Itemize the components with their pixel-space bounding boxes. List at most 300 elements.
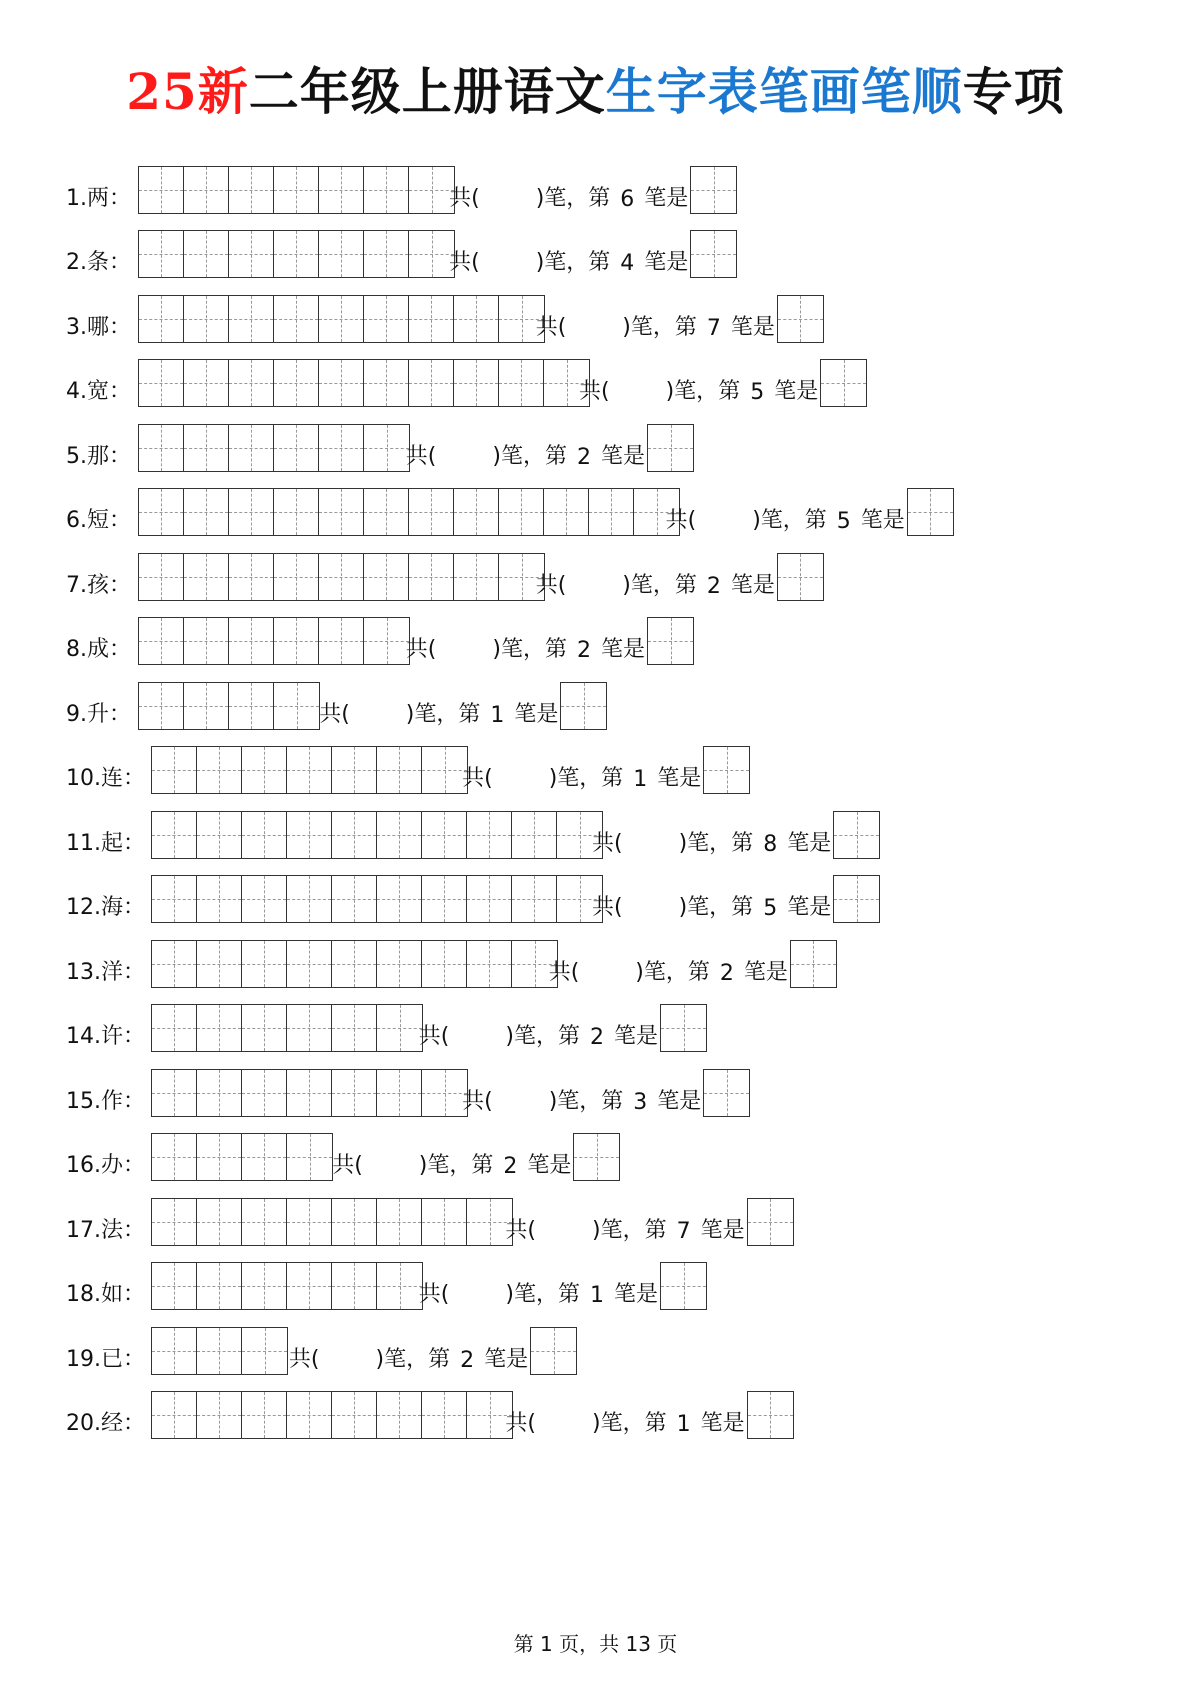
tianzige-cell[interactable] — [454, 554, 499, 600]
tianzige-cell[interactable] — [319, 425, 364, 471]
stroke-writing-grid[interactable] — [151, 1133, 333, 1181]
stroke-question — [419, 1262, 707, 1308]
tianzige-cell[interactable] — [332, 1392, 377, 1438]
answer-stroke-box[interactable] — [820, 359, 867, 407]
tianzige-cell[interactable] — [242, 1328, 287, 1374]
tianzige-cell[interactable] — [319, 231, 364, 277]
tianzige-cell[interactable] — [377, 1263, 422, 1309]
nth-prefix: 第 — [588, 186, 611, 211]
total-prefix: 共( — [535, 315, 567, 340]
stroke-writing-grid[interactable] — [138, 295, 545, 343]
tianzige-cell[interactable] — [197, 1199, 242, 1245]
nth-prefix: 第 — [731, 895, 754, 920]
nth-number: 2 — [460, 1348, 475, 1373]
total-prefix: 共( — [449, 250, 480, 275]
row-number: 12. — [66, 895, 101, 920]
tianzige-cell[interactable] — [242, 1005, 287, 1051]
row-label — [66, 890, 145, 921]
nth-suffix: 笔是 — [657, 766, 702, 791]
nth-suffix: 笔是 — [743, 960, 788, 985]
colon: ： — [109, 186, 132, 211]
tianzige-cell[interactable] — [364, 296, 409, 342]
nth-number: 4 — [620, 251, 635, 276]
stroke-writing-grid[interactable] — [138, 682, 320, 730]
tianzige-cell[interactable] — [332, 812, 377, 858]
tianzige-cell[interactable] — [287, 1199, 332, 1245]
tianzige-cell[interactable] — [152, 747, 197, 793]
tianzige-cell[interactable] — [184, 489, 229, 535]
nth-number: 1 — [676, 1412, 691, 1437]
row-label — [66, 632, 131, 663]
tianzige-cell[interactable] — [229, 554, 274, 600]
stroke-writing-grid[interactable] — [138, 488, 680, 536]
tianzige-cell[interactable] — [274, 167, 319, 213]
tianzige-cell[interactable] — [454, 360, 499, 406]
tianzige-cell[interactable] — [409, 296, 454, 342]
tianzige-cell[interactable] — [332, 1263, 377, 1309]
total-suffix: )笔， — [548, 766, 602, 791]
row-label — [66, 955, 145, 986]
tianzige-cell[interactable] — [139, 296, 184, 342]
tianzige-cell[interactable] — [274, 425, 319, 471]
tianzige-cell[interactable] — [332, 941, 377, 987]
tianzige-cell[interactable] — [184, 425, 229, 471]
nth-suffix: 笔是 — [860, 508, 905, 533]
tianzige-cell[interactable] — [364, 554, 409, 600]
stroke-writing-grid[interactable] — [138, 166, 455, 214]
tianzige-cell[interactable] — [589, 489, 634, 535]
nth-prefix: 第 — [588, 250, 611, 275]
nth-suffix: 笔是 — [774, 379, 819, 404]
tianzige-cell[interactable] — [274, 618, 319, 664]
page-title — [0, 52, 1191, 132]
row-label — [66, 1084, 145, 1115]
total-suffix: )笔， — [548, 1089, 602, 1114]
stroke-writing-grid[interactable] — [151, 875, 603, 923]
tianzige-cell[interactable] — [287, 812, 332, 858]
tianzige-cell[interactable] — [377, 1199, 422, 1245]
nth-prefix: 第 — [644, 1411, 667, 1436]
tianzige-cell[interactable] — [319, 618, 364, 664]
tianzige-cell[interactable] — [197, 1263, 242, 1309]
tianzige-cell[interactable] — [422, 876, 467, 922]
tianzige-cell[interactable] — [152, 876, 197, 922]
colon: ： — [123, 1153, 146, 1178]
tianzige-cell[interactable] — [139, 489, 184, 535]
row-character: 哪 — [87, 315, 110, 340]
tianzige-cell[interactable] — [152, 1134, 197, 1180]
tianzige-cell[interactable] — [544, 489, 589, 535]
total-suffix: )笔， — [678, 895, 732, 920]
tianzige-cell[interactable] — [409, 489, 454, 535]
tianzige-cell[interactable] — [274, 231, 319, 277]
tianzige-cell[interactable] — [152, 1070, 197, 1116]
answer-stroke-box[interactable] — [647, 617, 694, 665]
total-suffix: )笔， — [535, 250, 589, 275]
tianzige-cell[interactable] — [332, 747, 377, 793]
colon: ： — [109, 508, 132, 533]
tianzige-cell[interactable] — [409, 554, 454, 600]
row-number: 5. — [66, 444, 87, 469]
stroke-question — [462, 746, 750, 792]
stroke-question — [289, 1327, 577, 1373]
nth-prefix: 第 — [458, 702, 481, 727]
colon: ： — [109, 444, 132, 469]
tianzige-cell[interactable] — [184, 554, 229, 600]
total-suffix: )笔， — [622, 315, 675, 340]
stroke-question — [449, 230, 737, 276]
tianzige-cell[interactable] — [422, 1199, 467, 1245]
nth-number: 7 — [706, 316, 721, 341]
answer-stroke-box[interactable] — [790, 940, 837, 988]
colon: ： — [123, 1218, 146, 1243]
total-prefix: 共( — [592, 895, 623, 920]
answer-stroke-box[interactable] — [703, 746, 750, 794]
tianzige-cell[interactable] — [422, 1070, 467, 1116]
tianzige-cell[interactable] — [332, 1199, 377, 1245]
title-grade: 二年级上册语文 — [248, 62, 606, 121]
row-label — [66, 1277, 145, 1308]
tianzige-cell[interactable] — [242, 747, 287, 793]
nth-number: 2 — [706, 574, 721, 599]
stroke-writing-grid[interactable] — [138, 617, 410, 665]
tianzige-cell[interactable] — [229, 618, 274, 664]
total-suffix: )笔， — [418, 1153, 472, 1178]
colon: ： — [123, 1089, 146, 1114]
answer-stroke-box[interactable] — [777, 553, 824, 601]
total-prefix: 共( — [405, 444, 437, 469]
total-suffix: )笔， — [678, 831, 732, 856]
tianzige-cell[interactable] — [197, 1005, 242, 1051]
tianzige-cell[interactable] — [287, 1005, 332, 1051]
stroke-writing-grid[interactable] — [151, 1198, 513, 1246]
tianzige-cell[interactable] — [184, 296, 229, 342]
tianzige-cell[interactable] — [229, 683, 274, 729]
stroke-writing-grid[interactable] — [151, 811, 603, 859]
stroke-writing-grid[interactable] — [138, 424, 410, 472]
nth-suffix: 笔是 — [787, 831, 832, 856]
row-number: 13. — [66, 960, 101, 985]
tianzige-cell[interactable] — [287, 747, 332, 793]
total-suffix: )笔， — [535, 186, 589, 211]
nth-number: 2 — [577, 445, 591, 470]
tianzige-cell[interactable] — [197, 747, 242, 793]
total-suffix: )笔， — [492, 637, 545, 662]
stroke-writing-grid[interactable] — [151, 1069, 468, 1117]
total-suffix: )笔， — [591, 1218, 645, 1243]
tianzige-cell[interactable] — [467, 876, 512, 922]
tianzige-cell[interactable] — [377, 812, 422, 858]
tianzige-cell[interactable] — [229, 296, 274, 342]
tianzige-cell[interactable] — [184, 683, 229, 729]
tianzige-cell[interactable] — [499, 489, 544, 535]
tianzige-cell[interactable] — [364, 167, 409, 213]
row-label — [66, 761, 145, 792]
tianzige-cell[interactable] — [242, 941, 287, 987]
stroke-writing-grid[interactable] — [138, 359, 590, 407]
tianzige-cell[interactable] — [184, 231, 229, 277]
stroke-question — [406, 617, 694, 663]
nth-prefix: 第 — [428, 1347, 451, 1372]
total-suffix: )笔， — [591, 1411, 645, 1436]
tianzige-cell[interactable] — [287, 1263, 332, 1309]
tianzige-cell[interactable] — [364, 360, 409, 406]
answer-stroke-box[interactable] — [833, 811, 880, 859]
tianzige-cell[interactable] — [332, 1005, 377, 1051]
row-character: 如 — [101, 1282, 124, 1307]
tianzige-cell[interactable] — [152, 812, 197, 858]
stroke-question — [536, 553, 824, 599]
answer-stroke-box[interactable] — [573, 1133, 620, 1181]
tianzige-cell[interactable] — [242, 876, 287, 922]
tianzige-cell[interactable] — [364, 231, 409, 277]
nth-prefix: 第 — [557, 1024, 580, 1049]
answer-stroke-box[interactable] — [747, 1391, 794, 1439]
tianzige-cell[interactable] — [197, 941, 242, 987]
row-number: 10. — [66, 766, 101, 791]
row-character: 孩 — [87, 573, 110, 598]
nth-prefix: 第 — [601, 1089, 624, 1114]
tianzige-cell[interactable] — [242, 1199, 287, 1245]
colon: ： — [123, 1411, 146, 1436]
tianzige-cell[interactable] — [364, 425, 409, 471]
tianzige-cell[interactable] — [332, 876, 377, 922]
colon: ： — [123, 1347, 146, 1372]
nth-prefix: 第 — [557, 1282, 580, 1307]
tianzige-cell[interactable] — [139, 618, 184, 664]
tianzige-cell[interactable] — [454, 489, 499, 535]
row-label — [66, 1148, 145, 1179]
stroke-question — [579, 359, 867, 405]
tianzige-cell[interactable] — [422, 941, 467, 987]
stroke-writing-grid[interactable] — [138, 553, 545, 601]
nth-number: 5 — [750, 380, 765, 405]
stroke-question — [592, 875, 880, 921]
tianzige-cell[interactable] — [512, 812, 557, 858]
tianzige-cell[interactable] — [274, 554, 319, 600]
tianzige-cell[interactable] — [377, 1392, 422, 1438]
tianzige-cell[interactable] — [229, 425, 274, 471]
answer-stroke-box[interactable] — [690, 230, 737, 278]
stroke-question — [549, 940, 837, 986]
tianzige-cell[interactable] — [377, 747, 422, 793]
total-prefix: 共( — [505, 1218, 536, 1243]
tianzige-cell[interactable] — [197, 1134, 242, 1180]
row-character: 那 — [87, 444, 110, 469]
stroke-writing-grid[interactable] — [151, 940, 558, 988]
nth-prefix: 第 — [687, 960, 710, 985]
row-number: 2. — [66, 250, 87, 275]
tianzige-cell[interactable] — [242, 1263, 287, 1309]
tianzige-cell[interactable] — [197, 876, 242, 922]
tianzige-cell[interactable] — [274, 683, 319, 729]
tianzige-cell[interactable] — [139, 231, 184, 277]
row-label — [66, 1406, 145, 1437]
answer-stroke-box[interactable] — [660, 1262, 707, 1310]
tianzige-cell[interactable] — [139, 425, 184, 471]
answer-stroke-box[interactable] — [560, 682, 607, 730]
row-character: 法 — [101, 1218, 124, 1243]
tianzige-cell[interactable] — [319, 360, 364, 406]
tianzige-cell[interactable] — [499, 360, 544, 406]
nth-suffix: 笔是 — [730, 573, 775, 598]
answer-stroke-box[interactable] — [647, 424, 694, 472]
tianzige-cell[interactable] — [319, 167, 364, 213]
tianzige-cell[interactable] — [332, 1070, 377, 1116]
tianzige-cell[interactable] — [152, 1199, 197, 1245]
row-number: 18. — [66, 1282, 101, 1307]
nth-suffix: 笔是 — [614, 1282, 659, 1307]
answer-stroke-box[interactable] — [660, 1004, 707, 1052]
tianzige-cell[interactable] — [287, 1392, 332, 1438]
row-label — [66, 245, 131, 276]
tianzige-cell[interactable] — [319, 489, 364, 535]
stroke-question — [419, 1004, 707, 1050]
row-character: 短 — [87, 508, 110, 533]
stroke-question — [319, 682, 607, 728]
stroke-question — [332, 1133, 620, 1179]
tianzige-cell[interactable] — [139, 554, 184, 600]
tianzige-cell[interactable] — [184, 167, 229, 213]
tianzige-cell[interactable] — [242, 1070, 287, 1116]
row-character: 宽 — [87, 379, 110, 404]
answer-stroke-box[interactable] — [530, 1327, 577, 1375]
colon: ： — [109, 315, 132, 340]
stroke-writing-grid[interactable] — [151, 1004, 423, 1052]
stroke-question — [666, 488, 954, 534]
tianzige-cell[interactable] — [409, 360, 454, 406]
colon: ： — [123, 1024, 146, 1049]
tianzige-cell[interactable] — [377, 1070, 422, 1116]
colon: ： — [123, 960, 146, 985]
stroke-writing-grid[interactable] — [151, 1327, 288, 1375]
tianzige-cell[interactable] — [229, 489, 274, 535]
tianzige-cell[interactable] — [409, 167, 454, 213]
tianzige-cell[interactable] — [287, 876, 332, 922]
tianzige-cell[interactable] — [184, 618, 229, 664]
tianzige-cell[interactable] — [139, 683, 184, 729]
tianzige-cell[interactable] — [512, 876, 557, 922]
total-prefix: 共( — [548, 960, 580, 985]
stroke-writing-grid[interactable] — [138, 230, 455, 278]
answer-stroke-box[interactable] — [907, 488, 954, 536]
nth-number: 8 — [763, 832, 778, 857]
nth-prefix: 第 — [804, 508, 827, 533]
tianzige-cell[interactable] — [467, 812, 512, 858]
tianzige-cell[interactable] — [152, 1263, 197, 1309]
nth-number: 7 — [676, 1219, 691, 1244]
tianzige-cell[interactable] — [274, 296, 319, 342]
total-prefix: 共( — [418, 1024, 450, 1049]
tianzige-cell[interactable] — [197, 1328, 242, 1374]
colon: ： — [123, 895, 146, 920]
tianzige-cell[interactable] — [377, 876, 422, 922]
row-label — [66, 1019, 145, 1050]
tianzige-cell[interactable] — [152, 1392, 197, 1438]
stroke-question — [505, 1198, 793, 1244]
total-prefix: 共( — [579, 379, 610, 404]
tianzige-cell[interactable] — [152, 941, 197, 987]
tianzige-cell[interactable] — [364, 618, 409, 664]
stroke-writing-grid[interactable] — [151, 1391, 513, 1439]
stroke-question — [449, 166, 737, 212]
tianzige-cell[interactable] — [422, 1392, 467, 1438]
nth-number: 1 — [490, 703, 505, 728]
tianzige-cell[interactable] — [287, 1134, 332, 1180]
stroke-question — [505, 1391, 793, 1437]
answer-stroke-box[interactable] — [690, 166, 737, 214]
nth-number: 1 — [590, 1283, 604, 1308]
colon: ： — [109, 250, 132, 275]
tianzige-cell[interactable] — [229, 167, 274, 213]
tianzige-cell[interactable] — [454, 296, 499, 342]
row-character: 成 — [87, 637, 110, 662]
tianzige-cell[interactable] — [409, 231, 454, 277]
nth-suffix: 笔是 — [657, 1089, 702, 1114]
tianzige-cell[interactable] — [184, 360, 229, 406]
tianzige-cell[interactable] — [422, 747, 467, 793]
tianzige-cell[interactable] — [152, 1328, 197, 1374]
answer-stroke-box[interactable] — [833, 875, 880, 923]
row-number: 8. — [66, 637, 87, 662]
tianzige-cell[interactable] — [422, 812, 467, 858]
row-character: 已 — [101, 1347, 124, 1372]
tianzige-cell[interactable] — [274, 489, 319, 535]
nth-prefix: 第 — [544, 444, 567, 469]
tianzige-cell[interactable] — [152, 1005, 197, 1051]
answer-stroke-box[interactable] — [747, 1198, 794, 1246]
nth-number: 5 — [836, 509, 851, 534]
nth-prefix: 第 — [601, 766, 624, 791]
tianzige-cell[interactable] — [377, 941, 422, 987]
tianzige-cell[interactable] — [197, 812, 242, 858]
nth-suffix: 笔是 — [601, 444, 646, 469]
tianzige-cell[interactable] — [319, 554, 364, 600]
stroke-writing-grid[interactable] — [151, 1262, 423, 1310]
tianzige-cell[interactable] — [467, 941, 512, 987]
answer-stroke-box[interactable] — [703, 1069, 750, 1117]
answer-stroke-box[interactable] — [777, 295, 824, 343]
tianzige-cell[interactable] — [377, 1005, 422, 1051]
tianzige-cell[interactable] — [364, 489, 409, 535]
row-number: 19. — [66, 1347, 101, 1372]
tianzige-cell[interactable] — [197, 1070, 242, 1116]
tianzige-cell[interactable] — [287, 1070, 332, 1116]
nth-suffix: 笔是 — [644, 250, 689, 275]
colon: ： — [109, 379, 132, 404]
tianzige-cell[interactable] — [229, 231, 274, 277]
page-footer: 第 1 页，共 13 页 — [513, 1632, 678, 1656]
tianzige-cell[interactable] — [242, 1134, 287, 1180]
tianzige-cell[interactable] — [197, 1392, 242, 1438]
tianzige-cell[interactable] — [139, 360, 184, 406]
row-number: 20. — [66, 1411, 101, 1436]
colon: ： — [123, 831, 146, 856]
total-prefix: 共( — [288, 1347, 320, 1372]
tianzige-cell[interactable] — [242, 1392, 287, 1438]
tianzige-cell[interactable] — [242, 812, 287, 858]
tianzige-cell[interactable] — [274, 360, 319, 406]
stroke-writing-grid[interactable] — [151, 746, 468, 794]
row-character: 许 — [101, 1024, 124, 1049]
total-prefix: 共( — [449, 186, 480, 211]
row-number: 11. — [66, 831, 101, 856]
tianzige-cell[interactable] — [287, 941, 332, 987]
tianzige-cell[interactable] — [319, 296, 364, 342]
tianzige-cell[interactable] — [139, 167, 184, 213]
tianzige-cell[interactable] — [229, 360, 274, 406]
row-character: 两 — [87, 186, 110, 211]
